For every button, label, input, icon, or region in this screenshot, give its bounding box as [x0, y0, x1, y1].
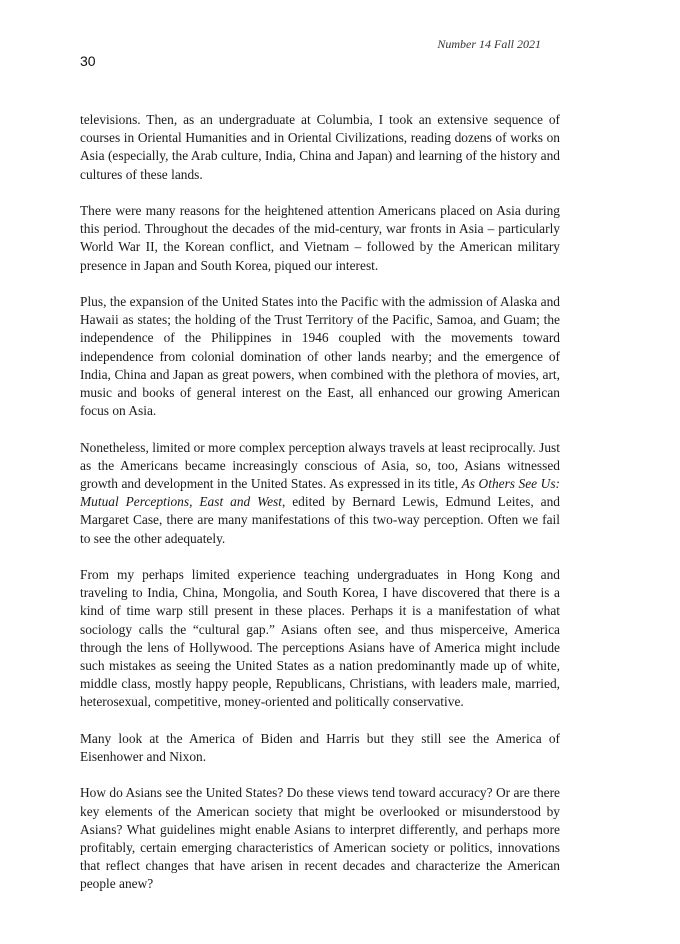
page-number: 30 [80, 53, 96, 69]
paragraph-3: Plus, the expansion of the United States into the Pacific with the admission of Alaska and Hawaii as states; the holding of the Trust Territory of the Pacific, Samoa, and Guam; the independence of the Philippines in 1946 coupled with the movements toward independence from colonial domination of other lands nearby; and the emergence of India, China and Japan as great powers, when combined with the plethora of movies, art, music and books of general interest on the East, all enhanced our growing American focus on Asia. [80, 294, 560, 419]
paragraph-6: Many look at the America of Biden and Harris but they still see the America of Eisenhower and Nixon. [80, 730, 560, 765]
running-head: Number 14 Fall 2021 [437, 37, 541, 51]
paragraph-4-text-before: Nonetheless, limited or more complex perception always travels at least reciprocally. Just as the Americans became increasingly conscious of Asia, so, too, Asians witnessed growth and development in the United States. As expressed in its title, [80, 439, 560, 492]
book-title: As Others See Us: Mutual Perceptions, East and West [80, 476, 561, 510]
paragraph-7: How do Asians see the United States? Do these views tend toward accuracy? Or are there key elements of the American society that might be overlooked or misunderstood by Asians? What guidelines might enable Asians to interpret differently, and perhaps more profitably, certain emerging characteristics of American society or politics, innovations that reflect changes that have arisen in recent decades and characterize the American people anew? [80, 785, 560, 892]
article-body [80, 111, 560, 894]
paragraph-4 [80, 439, 560, 548]
paragraph-5: From my perhaps limited experience teaching undergraduates in Hong Kong and traveling to India, China, Mongolia, and South Korea, I have discovered that there is a kind of time warp still present in these places. Perhaps it is a manifestation of what sociology calls the “cultural gap.” Asians often see, and thus misperceive, America through the lens of Hollywood. The perceptions Asians have of America might include such mistakes as seeing the United States as a nation predominantly made up of white, middle class, mostly happy people, Republicans, Christians, with leaders male, married, heterosexual, competitive, money-oriented and politically conservative. [80, 567, 560, 710]
paragraph-2: There were many reasons for the heightened attention Americans placed on Asia during this period. Throughout the decades of the mid-century, war fronts in Asia – particularly World War II, the Korean conflict, and Vietnam – followed by the American military presence in Japan and South Korea, piqued our interest. [80, 203, 560, 273]
paragraph-4-text-after: , edited by Bernard Lewis, Edmund Leites, and Margaret Case, there are many manifestations of this two-way perception. Often we fail to see the other adequately. [80, 494, 560, 546]
paragraph-1: televisions. Then, as an undergraduate at Columbia, I took an extensive sequence of courses in Oriental Humanities and in Oriental Civilizations, reading dozens of works on Asia (especially, the Arab culture, India, China and Japan) and learning of the history and cultures of these lands. [80, 112, 560, 182]
